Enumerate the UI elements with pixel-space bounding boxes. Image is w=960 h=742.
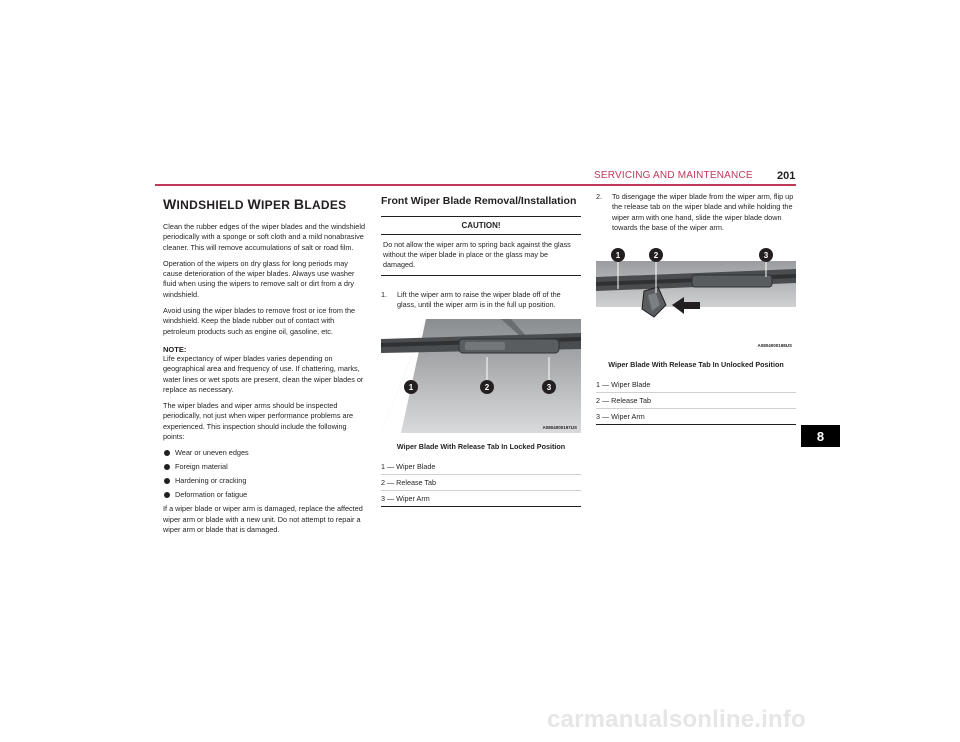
figure-caption: Wiper Blade With Release Tab In Locked Position	[396, 441, 566, 451]
caution-text: Do not allow the wiper arm to spring back against the glass without the wiper blade in place or the glass may be damaged.	[383, 240, 571, 269]
bullet-icon	[164, 464, 170, 470]
step-1	[381, 290, 581, 311]
callout-3-label: 3	[546, 382, 552, 392]
callout-1-label: 1	[615, 251, 621, 261]
figure-id: A0804000197US	[542, 424, 577, 430]
figure-caption: Wiper Blade With Release Tab In Unlocked Position	[608, 360, 784, 370]
bullet-icon	[164, 492, 170, 498]
wiper-unlocked-illustration	[596, 247, 796, 351]
list-item: Deformation or fatigue	[163, 490, 368, 500]
note-label: NOTE:	[163, 344, 187, 354]
bullet-icon	[164, 478, 170, 484]
legend-item: 1 — Wiper Blade	[381, 459, 581, 475]
legend-item: 2 — Release Tab	[596, 393, 796, 409]
paragraph-damage: If a wiper blade or wiper arm is damaged, replace the affected wiper arm or blade with a new unit. Do not attempt to repair a wiper arm or blade that is damaged.	[163, 504, 363, 534]
legend-item: 3 — Wiper Arm	[381, 491, 581, 507]
column-left	[163, 192, 368, 541]
legend-item: 1 — Wiper Blade	[596, 377, 796, 393]
wiper-locked-illustration	[381, 319, 581, 433]
legend-item: 3 — Wiper Arm	[596, 409, 796, 425]
paragraph-frost: Avoid using the wiper blades to remove frost or ice from the windshield. Keep the blade rubber out of contact with petroleum products such as engine oil, gasoline, etc.	[163, 306, 356, 336]
list-item: Hardening or cracking	[163, 476, 368, 486]
list-item: Foreign material	[163, 462, 368, 472]
subsection-title: Front Wiper Blade Removal/Installation	[381, 195, 577, 207]
figure-unlocked	[596, 247, 796, 356]
legend-item: 2 — Release Tab	[381, 475, 581, 491]
section-header: SERVICING AND MAINTENANCE	[594, 170, 753, 181]
figure-legend	[596, 377, 796, 425]
figure-id: A0804000198US	[757, 343, 792, 349]
column-middle	[381, 192, 581, 507]
chapter-tab: 8	[801, 425, 840, 447]
paragraph-inspection: The wiper blades and wiper arms should be inspected periodically, not just when wiper performance problems are experienced. This inspection should include the following points:	[163, 401, 354, 442]
section-title: WINDSHIELD WIPER BLADES	[163, 196, 347, 212]
page-number: 201	[777, 170, 796, 182]
note-text: Life expectancy of wiper blades varies depending on geographical area and frequency of use. If chattering, marks, water lines or wet spots are present, clean the wiper blades or replace as necessary.	[163, 353, 364, 394]
caution-title: CAUTION!	[381, 217, 581, 235]
figure-locked	[381, 319, 581, 438]
step-number: 1.	[381, 290, 388, 299]
paragraph-dry-glass: Operation of the wipers on dry glass for long periods may cause deterioration of the wiper blades. Always use washer fluid when using the wipers to remove salt or dirt from a dry windshield.	[163, 258, 355, 299]
wiper-arm-shape	[692, 275, 772, 287]
column-right	[596, 192, 796, 425]
caution-box	[381, 216, 581, 276]
callout-2-label: 2	[484, 382, 490, 392]
step-text: Lift the wiper arm to raise the wiper blade off of the glass, until the wiper arm is in the full up position.	[397, 290, 561, 310]
paragraph-cleaning: Clean the rubber edges of the wiper blades and the windshield periodically with a sponge or soft cloth and a mild nonabrasive cleaner. This will remove accumulations of salt or road film.	[163, 222, 366, 252]
step-2	[596, 192, 796, 233]
inspection-list	[163, 448, 368, 500]
header-rule	[155, 184, 796, 186]
watermark: carmanualsonline.info	[547, 706, 806, 733]
list-item: Wear or uneven edges	[163, 448, 368, 458]
callout-1-label: 1	[408, 382, 414, 392]
figure-legend	[381, 459, 581, 507]
callout-3-label: 3	[763, 251, 769, 261]
step-text: To disengage the wiper blade from the wiper arm, flip up the release tab on the wiper blade and while holding the wiper arm with one hand, slide the wiper blade down towards the base of the wiper arm.	[612, 192, 794, 232]
bullet-icon	[164, 450, 170, 456]
step-number: 2.	[596, 192, 603, 201]
callout-2-label: 2	[653, 251, 659, 261]
